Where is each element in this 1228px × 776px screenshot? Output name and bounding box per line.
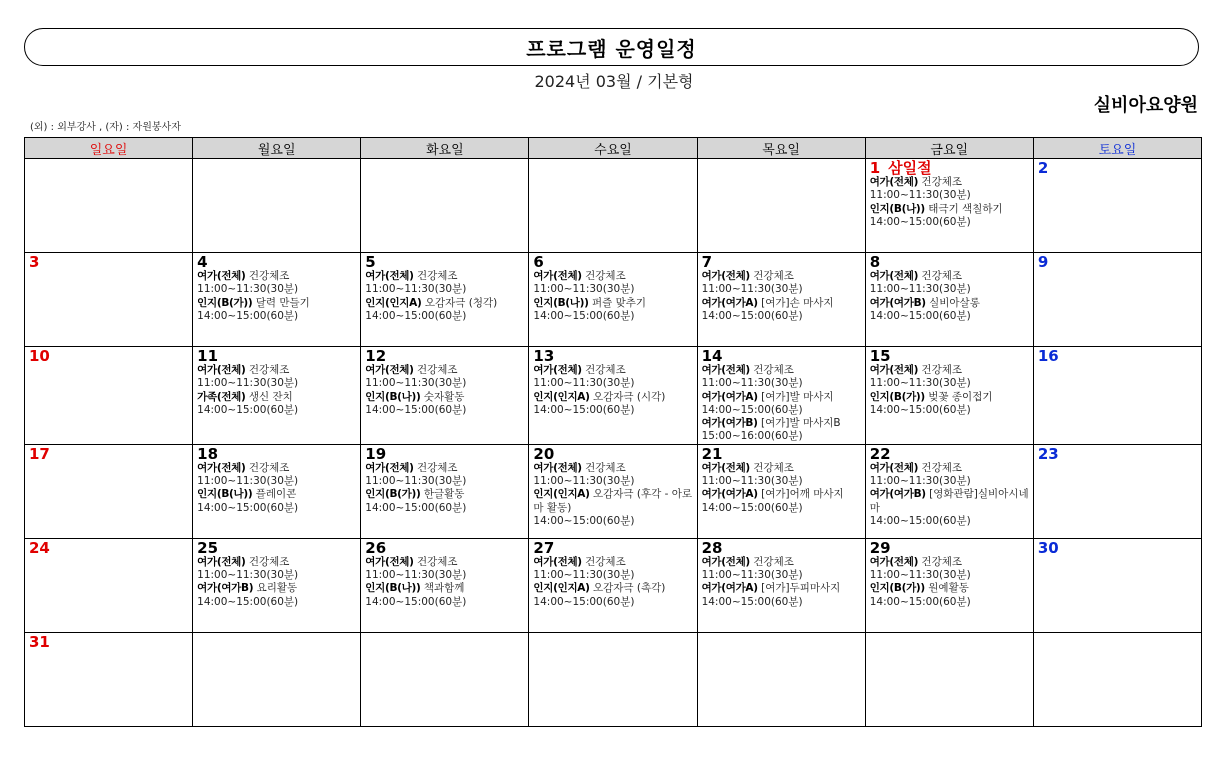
- event-time: 11:00~11:30(30분): [365, 475, 467, 488]
- event-category: 여가(전체): [701, 270, 750, 282]
- calendar-day-cell[interactable]: [361, 159, 529, 253]
- calendar-day-cell[interactable]: [529, 632, 697, 726]
- event-time: 11:00~11:30(30분): [533, 283, 635, 296]
- event-category: 여가(전체): [533, 461, 582, 474]
- event-name: 한글활동: [423, 488, 465, 501]
- calendar-body: [25, 159, 1202, 727]
- program-event: [533, 488, 692, 528]
- event-category: 인지(인지A): [533, 582, 590, 595]
- event-category: 여가(여가B): [701, 417, 758, 430]
- calendar-day-cell[interactable]: [361, 444, 529, 538]
- calendar-day-cell[interactable]: [25, 159, 193, 253]
- calendar-week-row: [25, 632, 1202, 726]
- day-number-text: 24: [29, 538, 50, 557]
- day-number-text: 17: [29, 444, 50, 463]
- day-number-text: 1: [869, 159, 881, 177]
- program-event: [870, 176, 1029, 203]
- event-name: 실비아살롱: [929, 296, 980, 309]
- event-time: 14:00~15:00(60분): [197, 309, 299, 322]
- program-event: [365, 462, 524, 489]
- program-event: [197, 297, 356, 324]
- event-category: 인지(B(가)): [869, 390, 925, 403]
- day-number: [365, 254, 524, 270]
- calendar-day-cell[interactable]: [697, 347, 865, 445]
- calendar-day-cell[interactable]: [865, 253, 1033, 347]
- event-category: 여가(전체): [869, 461, 919, 474]
- day-number-text: 10: [29, 347, 50, 365]
- day-number: [702, 446, 861, 462]
- day-number-text: 21: [701, 444, 723, 463]
- day-number: [533, 540, 692, 556]
- event-category: 인지(B(나)): [197, 488, 253, 501]
- calendar-day-cell[interactable]: [25, 538, 193, 632]
- event-category: 여가(여가A): [701, 296, 758, 309]
- day-number: [197, 348, 356, 364]
- day-number-text: 22: [869, 444, 891, 463]
- event-time: 11:00~11:30(30분): [533, 377, 635, 390]
- day-number-text: 23: [1037, 444, 1059, 463]
- program-event: [870, 391, 1029, 418]
- event-category: 인지(B(가)): [365, 488, 421, 501]
- day-number: [1038, 446, 1197, 462]
- event-time: 11:00~11:30(30분): [701, 283, 803, 296]
- calendar-day-cell[interactable]: [529, 347, 697, 445]
- event-name: 플레이콘: [255, 488, 297, 501]
- event-name: 벚꽃 종이접기: [928, 390, 993, 403]
- program-event: [702, 556, 861, 583]
- event-name: 건강체조: [585, 461, 626, 474]
- event-category: 여가(전체): [365, 270, 414, 282]
- event-category: 여가(전체): [365, 461, 414, 474]
- day-number: [365, 348, 524, 364]
- day-number-text: 14: [701, 347, 723, 365]
- day-number: [533, 348, 692, 364]
- calendar-day-cell[interactable]: [193, 253, 361, 347]
- event-name: 건강체조: [921, 364, 962, 376]
- calendar-day-cell[interactable]: [1033, 253, 1201, 347]
- calendar-day-cell[interactable]: [1033, 159, 1201, 253]
- calendar-week-row: [25, 347, 1202, 445]
- day-number: [197, 446, 356, 462]
- day-number-text: 2: [1037, 159, 1049, 177]
- event-time: 11:00~11:30(30분): [197, 377, 299, 390]
- program-event: [702, 582, 861, 609]
- day-number: [197, 254, 356, 270]
- event-name: 건강체조: [417, 555, 458, 568]
- calendar-day-cell[interactable]: [697, 538, 865, 632]
- program-event: [365, 297, 524, 324]
- calendar-week-row: [25, 444, 1202, 538]
- event-time: 14:00~15:00(60분): [533, 309, 635, 322]
- program-event: [365, 364, 524, 391]
- legend-note: (외) : 외부강사 , (자) : 자원봉사자: [30, 122, 181, 133]
- calendar-day-cell[interactable]: [865, 632, 1033, 726]
- calendar-day-cell[interactable]: [193, 632, 361, 726]
- day-number: [702, 254, 861, 270]
- program-event: [533, 270, 692, 297]
- event-name: 숫자활동: [423, 390, 465, 403]
- event-time: 11:00~11:30(30분): [869, 189, 971, 202]
- event-time: 14:00~15:00(60분): [197, 403, 299, 416]
- event-name: 오감자극 (촉각): [592, 582, 666, 595]
- day-number: [365, 540, 524, 556]
- event-category: 여가(전체): [701, 555, 750, 568]
- event-name: 건강체조: [921, 176, 962, 188]
- weekday-header-sun: 일요일: [25, 138, 193, 159]
- event-name: 태극기 색칠하기: [928, 202, 1003, 215]
- calendar-week-row: [25, 538, 1202, 632]
- event-time: 14:00~15:00(60분): [365, 403, 467, 416]
- day-number: [29, 348, 188, 364]
- holiday-label: 삼일절: [888, 159, 932, 177]
- event-name: 건강체조: [417, 270, 458, 282]
- day-number-text: 8: [869, 253, 881, 271]
- day-number-text: 29: [869, 538, 891, 557]
- event-time: 14:00~15:00(60분): [869, 403, 971, 416]
- event-time: 11:00~11:30(30분): [869, 377, 971, 390]
- program-event: [870, 203, 1029, 230]
- event-category: 인지(B(가)): [869, 582, 925, 595]
- event-time: 14:00~15:00(60분): [533, 514, 635, 527]
- event-name: 요리활동: [256, 582, 298, 595]
- day-number-text: 19: [365, 444, 387, 463]
- day-number-text: 11: [197, 347, 219, 365]
- program-event: [365, 270, 524, 297]
- program-event: [197, 488, 356, 515]
- event-time: 11:00~11:30(30분): [197, 475, 299, 488]
- event-time: 14:00~15:00(60분): [869, 215, 971, 228]
- event-name: 오감자극 (시각): [592, 390, 666, 403]
- event-category: 인지(B(나)): [365, 390, 421, 403]
- page-title: 프로그램 운영일정: [526, 36, 697, 61]
- weekday-header-wed: 수요일: [529, 138, 697, 159]
- program-event: [365, 488, 524, 515]
- calendar-day-cell[interactable]: [193, 347, 361, 445]
- event-name: [여가]발 마사지B: [760, 417, 841, 430]
- calendar-day-cell[interactable]: [1033, 632, 1201, 726]
- event-time: 14:00~15:00(60분): [197, 595, 299, 608]
- event-category: 여가(전체): [197, 270, 246, 282]
- program-event: [533, 297, 692, 324]
- program-event: [702, 297, 861, 324]
- calendar-day-cell[interactable]: [865, 538, 1033, 632]
- day-number: [365, 446, 524, 462]
- event-category: 인지(B(나)): [533, 296, 589, 309]
- program-event: [870, 488, 1029, 528]
- program-event: [365, 582, 524, 609]
- event-category: 여가(전체): [533, 555, 582, 568]
- program-event: [197, 364, 356, 391]
- program-event: [870, 364, 1029, 391]
- calendar-day-cell[interactable]: [697, 632, 865, 726]
- event-name: 건강체조: [585, 270, 626, 282]
- day-number: [29, 446, 188, 462]
- event-category: 여가(전체): [869, 364, 919, 376]
- day-number: [870, 540, 1029, 556]
- day-number: [533, 446, 692, 462]
- day-number: [29, 254, 188, 270]
- event-category: 여가(여가B): [197, 582, 254, 595]
- day-number-text: 26: [365, 538, 387, 557]
- day-number: [702, 540, 861, 556]
- event-category: 여가(전체): [365, 555, 414, 568]
- program-event: [870, 462, 1029, 489]
- day-number-text: 30: [1037, 538, 1059, 557]
- calendar-day-cell[interactable]: [529, 538, 697, 632]
- event-name: 오감자극 (후각 - 아로마 활동): [533, 488, 693, 514]
- program-event: [533, 556, 692, 583]
- day-number: [870, 446, 1029, 462]
- event-time: 11:00~11:30(30분): [197, 569, 299, 582]
- event-name: 건강체조: [585, 364, 626, 376]
- event-category: 여가(전체): [197, 364, 246, 376]
- day-number-text: 13: [533, 347, 555, 365]
- program-event: [702, 391, 861, 418]
- calendar-day-cell[interactable]: [193, 159, 361, 253]
- program-event: [365, 556, 524, 583]
- event-name: 건강체조: [753, 555, 794, 568]
- calendar-day-cell[interactable]: [25, 632, 193, 726]
- program-event: [702, 364, 861, 391]
- event-category: 인지(B(나)): [365, 582, 421, 595]
- weekday-header-tue: 화요일: [361, 138, 529, 159]
- day-number-text: 16: [1037, 347, 1059, 365]
- event-name: 책과함께: [423, 582, 465, 595]
- calendar-day-cell[interactable]: [193, 538, 361, 632]
- program-event: [197, 270, 356, 297]
- event-name: [영화관람]실비아시네마: [869, 488, 1029, 514]
- event-category: 여가(전체): [533, 270, 582, 282]
- event-category: 인지(인지A): [365, 296, 422, 309]
- day-number: [1038, 254, 1197, 270]
- calendar-day-cell[interactable]: [865, 444, 1033, 538]
- event-time: 11:00~11:30(30분): [701, 475, 803, 488]
- event-category: 여가(여가A): [701, 488, 758, 501]
- event-category: 가족(전체): [197, 390, 246, 403]
- event-time: 14:00~15:00(60분): [701, 595, 803, 608]
- calendar-day-cell[interactable]: [25, 347, 193, 445]
- event-category: 여가(여가A): [701, 582, 758, 595]
- program-event: [533, 582, 692, 609]
- program-event: [870, 556, 1029, 583]
- event-name: 건강체조: [248, 461, 290, 474]
- event-time: 11:00~11:30(30분): [197, 283, 299, 296]
- day-number: [29, 634, 188, 650]
- calendar-day-cell[interactable]: [1033, 444, 1201, 538]
- calendar-day-cell[interactable]: [529, 253, 697, 347]
- day-number: [870, 348, 1029, 364]
- event-category: 여가(전체): [533, 364, 582, 376]
- event-name: 건강체조: [417, 364, 458, 376]
- organization-name: 실비아요양원: [1093, 95, 1198, 116]
- calendar-day-cell[interactable]: [529, 444, 697, 538]
- event-name: [여가]발 마사지: [761, 390, 834, 403]
- event-time: 11:00~11:30(30분): [533, 475, 635, 488]
- event-category: 여가(전체): [869, 176, 919, 188]
- weekday-header-row: [25, 138, 1202, 159]
- event-name: 건강체조: [921, 555, 962, 568]
- event-time: 14:00~15:00(60분): [365, 595, 467, 608]
- calendar-day-cell[interactable]: [529, 159, 697, 253]
- calendar-day-cell[interactable]: [865, 159, 1033, 253]
- day-number-text: 28: [701, 538, 723, 557]
- day-number: [533, 254, 692, 270]
- event-category: 여가(전체): [701, 461, 750, 474]
- calendar-day-cell[interactable]: [697, 253, 865, 347]
- day-number-text: 25: [197, 538, 219, 557]
- event-name: 퍼즐 맞추기: [592, 296, 647, 309]
- event-name: [여가]손 마사지: [761, 296, 834, 309]
- event-name: 건강체조: [248, 364, 290, 376]
- event-time: 11:00~11:30(30분): [701, 569, 803, 582]
- event-name: 건강체조: [248, 270, 290, 282]
- event-time: 14:00~15:00(60분): [869, 309, 971, 322]
- calendar-day-cell[interactable]: [697, 444, 865, 538]
- page-subtitle: 2024년 03월 / 기본형: [534, 72, 694, 91]
- day-number-text: 9: [1037, 253, 1049, 271]
- program-event: [365, 391, 524, 418]
- calendar-table: [24, 137, 1202, 727]
- event-category: 인지(B(나)): [869, 202, 925, 215]
- event-name: 건강체조: [585, 555, 626, 568]
- day-number-text: 4: [197, 253, 208, 271]
- event-time: 11:00~11:30(30분): [533, 569, 635, 582]
- day-number-text: 20: [533, 444, 555, 463]
- program-event: [197, 391, 356, 418]
- event-time: 14:00~15:00(60분): [701, 501, 803, 514]
- day-number: [1038, 348, 1197, 364]
- event-name: 건강체조: [753, 270, 794, 282]
- event-name: 원예활동: [928, 582, 969, 595]
- day-number-text: 15: [869, 347, 891, 365]
- weekday-header-sat: 토요일: [1033, 138, 1201, 159]
- day-number: [702, 348, 861, 364]
- calendar-week-row: [25, 253, 1202, 347]
- day-number: [29, 540, 188, 556]
- calendar-day-cell[interactable]: [25, 253, 193, 347]
- day-number-text: 27: [533, 538, 555, 557]
- calendar-day-cell[interactable]: [865, 347, 1033, 445]
- day-number: [1038, 160, 1197, 176]
- event-time: 14:00~15:00(60분): [365, 309, 467, 322]
- event-time: 14:00~15:00(60분): [197, 501, 299, 514]
- program-event: [533, 364, 692, 391]
- event-name: 건강체조: [248, 555, 290, 568]
- event-time: 11:00~11:30(30분): [869, 283, 971, 296]
- calendar-day-cell[interactable]: [1033, 538, 1201, 632]
- event-category: 여가(전체): [869, 555, 919, 568]
- event-name: [여가]두피마사지: [761, 582, 841, 595]
- event-time: 14:00~15:00(60분): [533, 595, 635, 608]
- weekday-header-fri: 금요일: [865, 138, 1033, 159]
- program-event: [197, 462, 356, 489]
- event-category: 여가(전체): [197, 555, 246, 568]
- day-number-text: 3: [29, 253, 40, 271]
- calendar-day-cell[interactable]: [193, 444, 361, 538]
- event-name: 건강체조: [417, 461, 458, 474]
- weekday-header-mon: 월요일: [193, 138, 361, 159]
- event-category: 여가(전체): [365, 364, 414, 376]
- event-name: 건강체조: [753, 364, 794, 376]
- weekday-header-thu: 목요일: [697, 138, 865, 159]
- event-time: 11:00~11:30(30분): [365, 283, 467, 296]
- calendar-day-cell[interactable]: [361, 632, 529, 726]
- day-number: [870, 254, 1029, 270]
- program-event: [870, 582, 1029, 609]
- event-category: 여가(여가B): [869, 296, 926, 309]
- event-name: 달력 만들기: [255, 296, 310, 309]
- calendar-day-cell[interactable]: [1033, 347, 1201, 445]
- day-number-text: 7: [701, 253, 712, 271]
- calendar-day-cell[interactable]: [697, 159, 865, 253]
- event-time: 14:00~15:00(60분): [365, 501, 467, 514]
- calendar-day-cell[interactable]: [361, 538, 529, 632]
- program-event: [870, 297, 1029, 324]
- event-category: 인지(인지A): [533, 488, 590, 501]
- event-category: 여가(전체): [869, 270, 919, 282]
- event-name: 건강체조: [921, 461, 962, 474]
- day-number: [1038, 540, 1197, 556]
- event-time: 11:00~11:30(30분): [869, 569, 971, 582]
- program-event: [702, 417, 861, 444]
- program-event: [197, 556, 356, 583]
- day-number-text: 5: [365, 253, 376, 271]
- program-event: [870, 270, 1029, 297]
- event-category: 여가(여가B): [869, 488, 926, 501]
- event-time: 14:00~15:00(60분): [869, 595, 971, 608]
- event-name: 건강체조: [753, 461, 794, 474]
- day-number-text: 12: [365, 347, 387, 365]
- day-number-text: 31: [29, 632, 50, 651]
- event-time: 11:00~11:30(30분): [869, 475, 971, 488]
- calendar-day-cell[interactable]: [361, 253, 529, 347]
- day-number-text: 6: [533, 253, 544, 271]
- event-time: 11:00~11:30(30분): [701, 377, 803, 390]
- day-number: [870, 160, 1029, 176]
- program-event: [702, 462, 861, 489]
- event-category: 인지(B(가)): [197, 296, 253, 309]
- title-banner: [24, 28, 1199, 66]
- event-time: 11:00~11:30(30분): [365, 569, 467, 582]
- program-event: [533, 391, 692, 418]
- day-number-text: 18: [197, 444, 219, 463]
- event-category: 여가(전체): [197, 461, 246, 474]
- event-category: 여가(여가A): [701, 390, 758, 403]
- event-time: 14:00~15:00(60분): [869, 514, 971, 527]
- calendar-week-row: [25, 159, 1202, 253]
- event-name: 오감자극 (청각): [424, 296, 498, 309]
- event-time: 15:00~16:00(60분): [701, 430, 803, 443]
- event-category: 인지(인지A): [533, 390, 590, 403]
- event-time: 14:00~15:00(60분): [533, 403, 635, 416]
- event-category: 여가(전체): [701, 364, 750, 376]
- event-name: [여가]어깨 마사지: [761, 488, 844, 501]
- program-event: [702, 488, 861, 515]
- event-name: 생신 잔치: [248, 390, 293, 403]
- program-event: [533, 462, 692, 489]
- event-time: 14:00~15:00(60분): [701, 403, 803, 416]
- calendar-day-cell[interactable]: [25, 444, 193, 538]
- calendar-day-cell[interactable]: [361, 347, 529, 445]
- program-event: [197, 582, 356, 609]
- event-name: 건강체조: [921, 270, 962, 282]
- day-number: [197, 540, 356, 556]
- event-time: 14:00~15:00(60분): [701, 309, 803, 322]
- program-event: [702, 270, 861, 297]
- event-time: 11:00~11:30(30분): [365, 377, 467, 390]
